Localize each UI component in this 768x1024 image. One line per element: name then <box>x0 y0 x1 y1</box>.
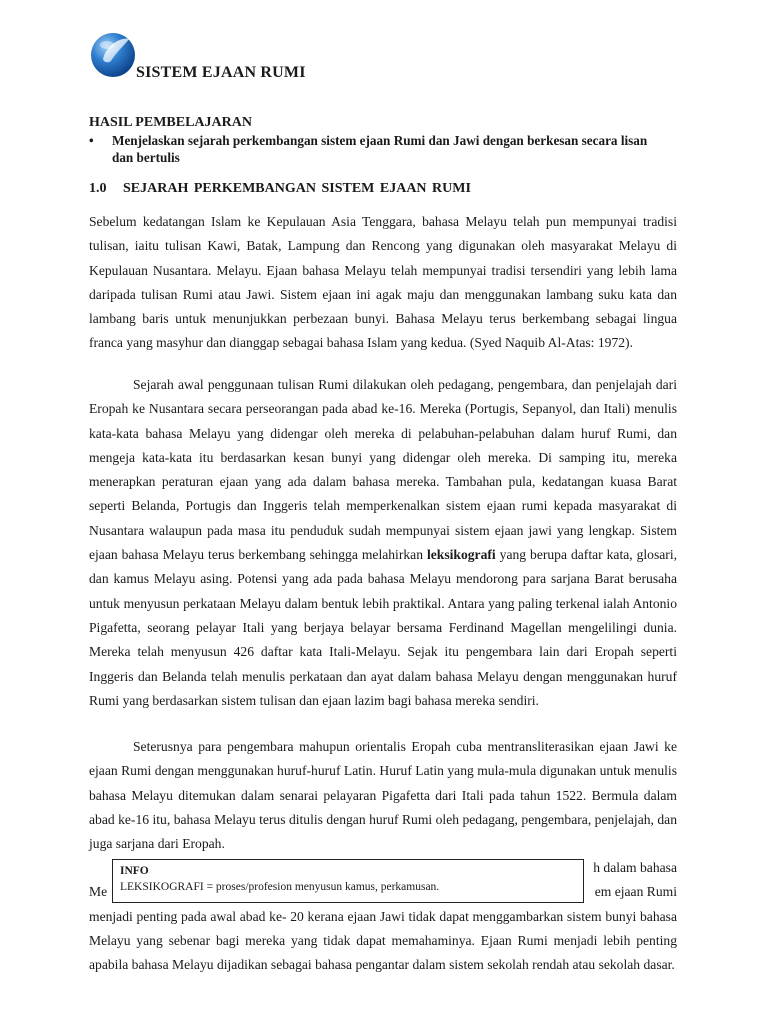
section-number: 1.0 <box>89 181 107 196</box>
paragraph-3: Seterusnya para pengembara mahupun orientalis Eropah cuba mentransliterasikan ejaan Jawi ke ejaan Rumi dengan menggunakan huruf-huruf Latin. Huruf Latin yang mula-mula digunakan untuk menulis bahasa Melayu ditemukan dalam senarai pelayaran Pigafetta dari Itali pada tahun 1522. Bermula dalam abad ke-16 itu, bahasa Melayu terus ditulis dengan huruf Rumi oleh pedagang, pengembara, penjelajah, dan juga sarjana dari Eropah. <box>89 739 677 852</box>
paragraph-4-rest: menjadi penting pada awal abad ke- 20 kerana ejaan Jawi tidak dapat menggambarkan sistem bunyi bahasa Melayu yang sebenar bagi mereka yang tidak dapat memahaminya. Ejaan Rumi menjadi lebih penting apabila bahasa Melayu dijadikan sebagai bahasa pengantar dalam sistem sekolah rendah atau sekolah dasar. <box>89 908 677 973</box>
info-box <box>112 859 584 903</box>
blue-sphere-logo-icon <box>89 29 137 79</box>
paragraph-2 <box>89 373 677 713</box>
info-text: LEKSIKOGRAFI = proses/profesion menyusun kamus, perkamusan. <box>120 881 440 893</box>
paragraph-4-line-2-left: Me <box>89 884 108 900</box>
document-title: SISTEM EJAAN RUMI <box>136 64 306 81</box>
bullet-icon: • <box>89 133 94 148</box>
paragraph-4-line-2-right: em ejaan Rumi <box>594 884 677 900</box>
paragraph-4-line-1-right: h dalam bahasa <box>593 860 677 875</box>
info-label: INFO <box>120 865 149 877</box>
learning-outcome-text: Menjelaskan sejarah perkembangan sistem ejaan Rumi dan Jawi dengan berkesan secara lisan dan bertulis <box>112 133 648 165</box>
paragraph-2-text-a: Sejarah awal penggunaan tulisan Rumi dilakukan oleh pedagang, pengembara, dan penjelajah dari Eropah ke Nusantara secara perseorangan pada abad ke-16. Mereka (Portugis, Sepanyol, dan Itali) menulis kata-kata bahasa Melayu yang didengar oleh mereka di pelabuhan-pelabuhan dalam huruf Rumi, dan mengeja kata-kata itu berdasarkan kesan bunyi yang didengar oleh mereka. Di samping itu, mereka menerapkan peraturan ejaan yang ada dalam bahasa mereka. Tambahan pula, kedatangan kuasa Barat seperti Belanda, Portugis dan Inggeris telah memperkenalkan sistem ejaan rumi kepada masyarakat di Nusantara walaupun pada masa itu penduduk sudah mempunyai sistem ejaan jawi yang lengkap. Sistem ejaan bahasa Melayu terus berkembang sehingga melahirkan <box>89 377 677 563</box>
term-leksikografi: leksikografi <box>426 547 496 563</box>
paragraph-2-text-b: yang berupa daftar kata, glosari, dan kamus Melayu asing. Potensi yang ada pada bahasa Melayu mendorong para sarjana Barat berusaha untuk menyusun perkataan Melayu dalam bentuk lebih praktikal. Antara yang paling terkenal ialah Antonio Pigafetta, seorang pelayar Itali yang berjaya belayar bersama Ferdinand Magellan mengelilingi dunia. Mereka telah menyusun 426 daftar kata Itali-Melayu. Sejak itu pengembara lain dari Eropah seperti Inggeris dan Belanda telah menulis perkataan dan ayat dalam bahasa Melayu dengan menggunakan huruf Rumi yang berdasarkan sistem tulisan dan ejaan lazim bagi bahasa mereka sendiri. <box>89 547 677 708</box>
learning-outcomes-title: HASIL PEMBELAJARAN <box>89 115 252 130</box>
section-title: SEJARAH PERKEMBANGAN SISTEM EJAAN RUMI <box>123 181 471 196</box>
section-heading <box>89 181 471 197</box>
paragraph-1: Sebelum kedatangan Islam ke Kepulauan Asia Tenggara, bahasa Melayu telah pun mempunyai tradisi tulisan, iaitu tulisan Kawi, Batak, Lampung dan Rencong yang digunakan oleh masyarakat Melayu di Kepulauan Nusantara. Melayu. Ejaan bahasa Melayu telah mempunyai tradisi tersendiri yang lebih lama daripada tulisan Rumi atau Jawi. Sistem ejaan ini agak maju dan menggunakan lambang suku kata dan lambang baris untuk menunjukkan perbezaan bunyi. Bahasa Melayu terus berkembang sebagai lingua franca yang masyhur dan dianggap sebagai bahasa Islam yang kedua. (Syed Naquib Al-Atas: 1972). <box>89 214 677 351</box>
